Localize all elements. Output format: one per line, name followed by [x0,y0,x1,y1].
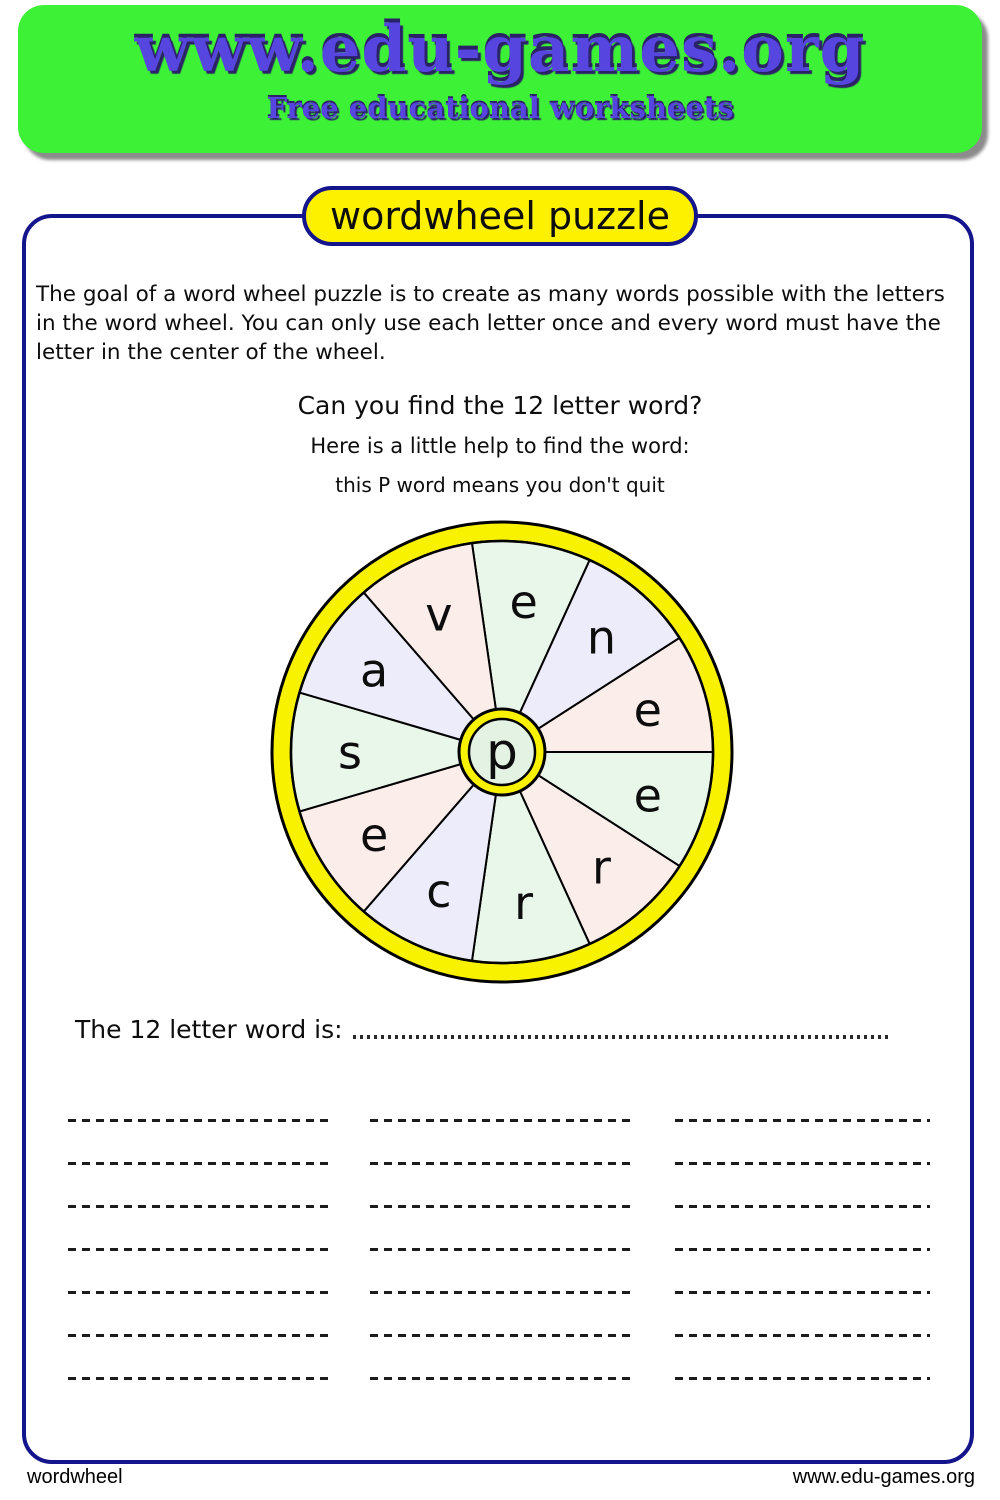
wheel-letter: e [359,807,389,862]
word-answer-line [370,1377,635,1380]
wheel-letter: v [425,587,453,642]
word-lines-grid [68,1119,930,1380]
word-answer-line [675,1291,930,1294]
word-wheel-svg [266,516,738,988]
answer-row [75,1008,890,1044]
word-answer-line [68,1377,330,1380]
word-answer-line [675,1119,930,1122]
word-answer-line [68,1334,330,1337]
word-answer-line [675,1334,930,1337]
word-answer-line [370,1291,635,1294]
site-banner [18,5,982,153]
word-answer-line [68,1248,330,1251]
word-answer-line [370,1162,635,1165]
footer-worksheet-name: wordwheel [27,1466,123,1488]
word-answer-line [675,1205,930,1208]
word-answer-line [370,1119,635,1122]
site-subtitle: Free educational worksheets [266,91,734,125]
wheel-letter: r [592,840,611,895]
word-answer-line [68,1119,330,1122]
wheel-letter: a [359,643,389,698]
wheel-letter: s [338,725,362,780]
word-answer-line [68,1291,330,1294]
word-answer-line [68,1162,330,1165]
word-answer-line [675,1248,930,1251]
wheel-letter: r [514,876,534,931]
answer-dotted-line [353,1035,890,1039]
answer-label: The 12 letter word is: [75,1015,343,1044]
wheel-center-letter: p [486,722,518,781]
wheel-letter: c [426,863,452,918]
wheel-letter: e [509,575,538,630]
hint-text: this P word means you don't quit [335,473,665,497]
word-wheel [266,516,738,988]
wheel-letter: e [633,682,662,737]
question-text: Can you find the 12 letter word? [297,391,703,420]
help-intro-text: Here is a little help to find the word: [310,434,690,458]
footer-site-url: www.edu-games.org [792,1466,975,1488]
wheel-letter: n [586,610,617,665]
worksheet-title-badge: wordwheel puzzle [302,186,698,246]
word-answer-line [675,1377,930,1380]
word-answer-line [68,1205,330,1208]
word-answer-line [370,1334,635,1337]
instructions-text: The goal of a word wheel puzzle is to create as many words possible with the letters in the word wheel. You can only use each letter once and every word must have the letter in the center of the wheel. [36,282,945,365]
wheel-letter: e [633,768,662,823]
word-answer-line [370,1248,635,1251]
word-answer-line [675,1162,930,1165]
site-title: www.edu-games.org [134,12,866,87]
word-answer-line [370,1205,635,1208]
